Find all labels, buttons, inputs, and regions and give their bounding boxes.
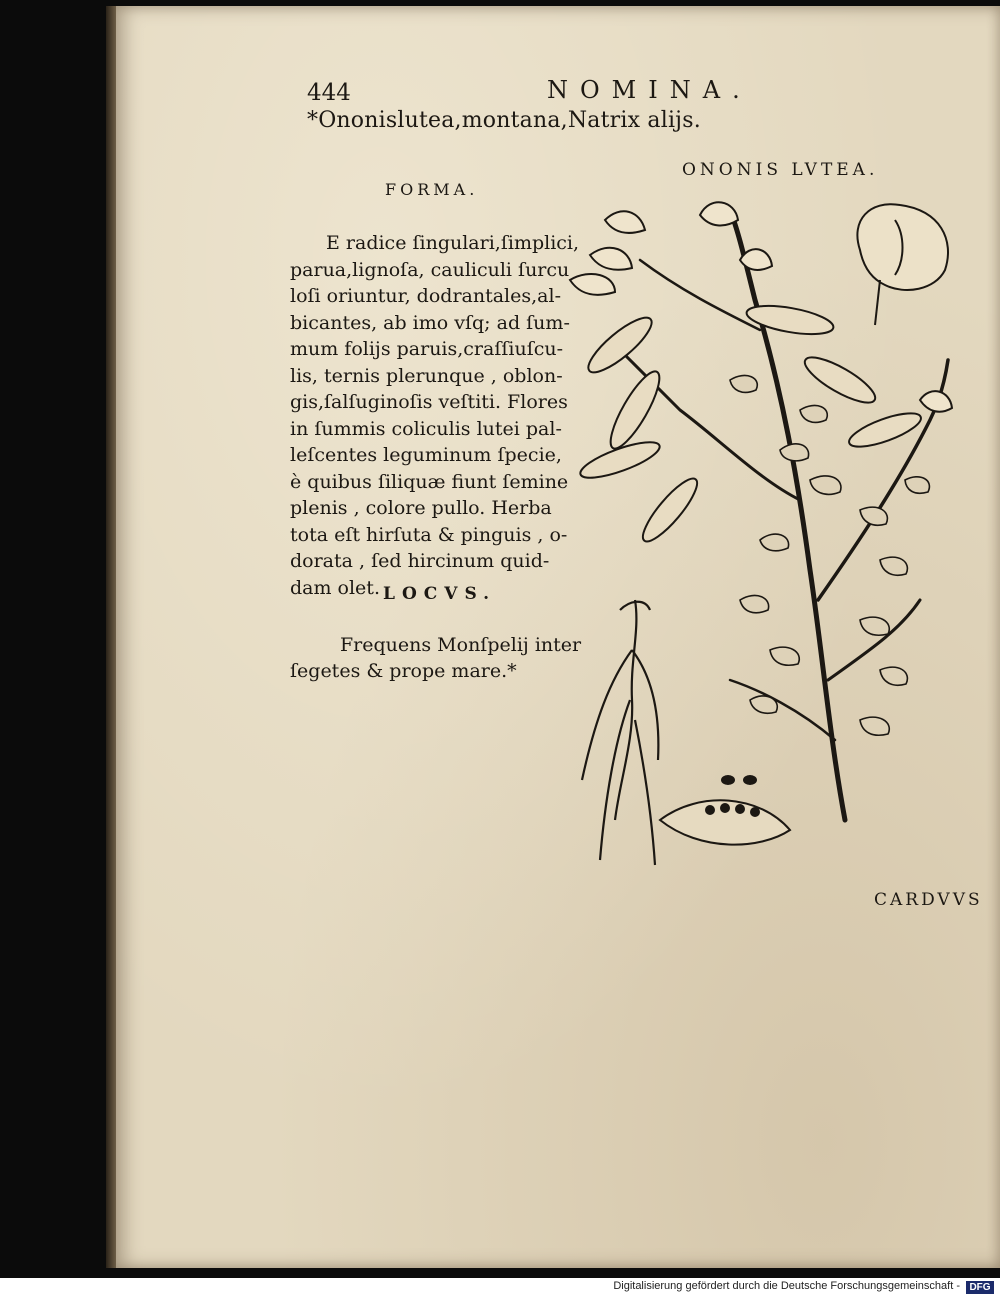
funding-credit: Digitalisierung gefördert durch die Deutsche Forschungsgemeinschaft - <box>613 1280 960 1292</box>
catchword: CARDVVS <box>874 890 983 910</box>
forma-paragraph <box>290 230 580 601</box>
leaf <box>860 717 889 735</box>
seed-pod <box>745 301 836 340</box>
figure-caption: ONONIS LVTEA. <box>682 160 879 180</box>
lower-branch <box>828 600 920 680</box>
leaf <box>760 534 789 551</box>
text-line: Frequens Monſpelij inter <box>340 634 582 656</box>
leaf <box>800 405 827 422</box>
flower <box>570 274 615 295</box>
leaf <box>730 375 757 392</box>
running-head: NOMINA. <box>547 76 752 104</box>
text-line: E radice ſingulari,ſimplici, <box>326 232 580 254</box>
section-heading-locus: LOCVS. <box>383 584 497 604</box>
flower <box>920 391 952 412</box>
upper-left-branch <box>640 260 760 330</box>
leaf <box>810 476 841 494</box>
seed-pod <box>799 350 880 411</box>
locus-paragraph <box>290 632 582 684</box>
seed-pod <box>846 407 925 454</box>
leaf <box>880 557 907 575</box>
text-line: loſi oriuntur, dodrantales,al- <box>290 285 561 307</box>
digitization-footer <box>0 1278 1000 1297</box>
text-line: mum folijs paruis,craſſiuſcu- <box>290 338 564 360</box>
leaf-branch-lower <box>730 680 835 740</box>
leaf <box>860 617 889 635</box>
page-number: 444 <box>307 80 351 106</box>
dfg-logo: DFG <box>966 1281 994 1294</box>
section-heading-forma: FORMA. <box>385 180 479 199</box>
seed-pod <box>603 366 668 454</box>
leaf <box>770 647 799 665</box>
seed-detail <box>722 776 734 784</box>
leaf <box>780 444 809 461</box>
leaf <box>750 696 777 713</box>
leaf <box>860 507 887 525</box>
text-line: dam olet. <box>290 576 380 599</box>
plant-synonyms: *Ononislutea,montana,Natrix alijs. <box>307 108 701 133</box>
seed-pod <box>636 472 704 547</box>
leaf <box>880 667 907 685</box>
text-line: gis,ſalſuginoſis veſtiti. Flores <box>290 391 568 413</box>
text-line: è quibus ſiliquæ fiunt ſemine <box>290 470 569 493</box>
seed-detail <box>744 776 756 784</box>
text-line: ſegetes & prope mare.* <box>290 660 517 682</box>
text-line: plenis , colore pullo. Herba <box>290 497 552 519</box>
main-stem <box>730 210 845 820</box>
text-line: in ſummis coliculis lutei pal- <box>290 417 562 440</box>
text-line: dorata , ſed hircinum quid- <box>290 550 550 572</box>
leaf <box>740 595 769 612</box>
text-line: tota eſt hirſuta & pinguis , o- <box>290 523 568 546</box>
text-line: leſcentes leguminum ſpecie, <box>290 444 562 466</box>
text-line: lis, ternis plerunque , oblon- <box>290 364 563 387</box>
leaf <box>905 477 929 493</box>
seed-pod <box>582 310 659 380</box>
woodcut-plant-illustration <box>560 180 980 880</box>
flower <box>605 211 645 233</box>
text-line: bicantes, ab imo vſq; ad ſum- <box>290 311 570 334</box>
flower <box>700 202 738 225</box>
text-line: parua,lignoſa, cauliculi ſurcu <box>290 258 570 281</box>
flower <box>590 248 632 270</box>
